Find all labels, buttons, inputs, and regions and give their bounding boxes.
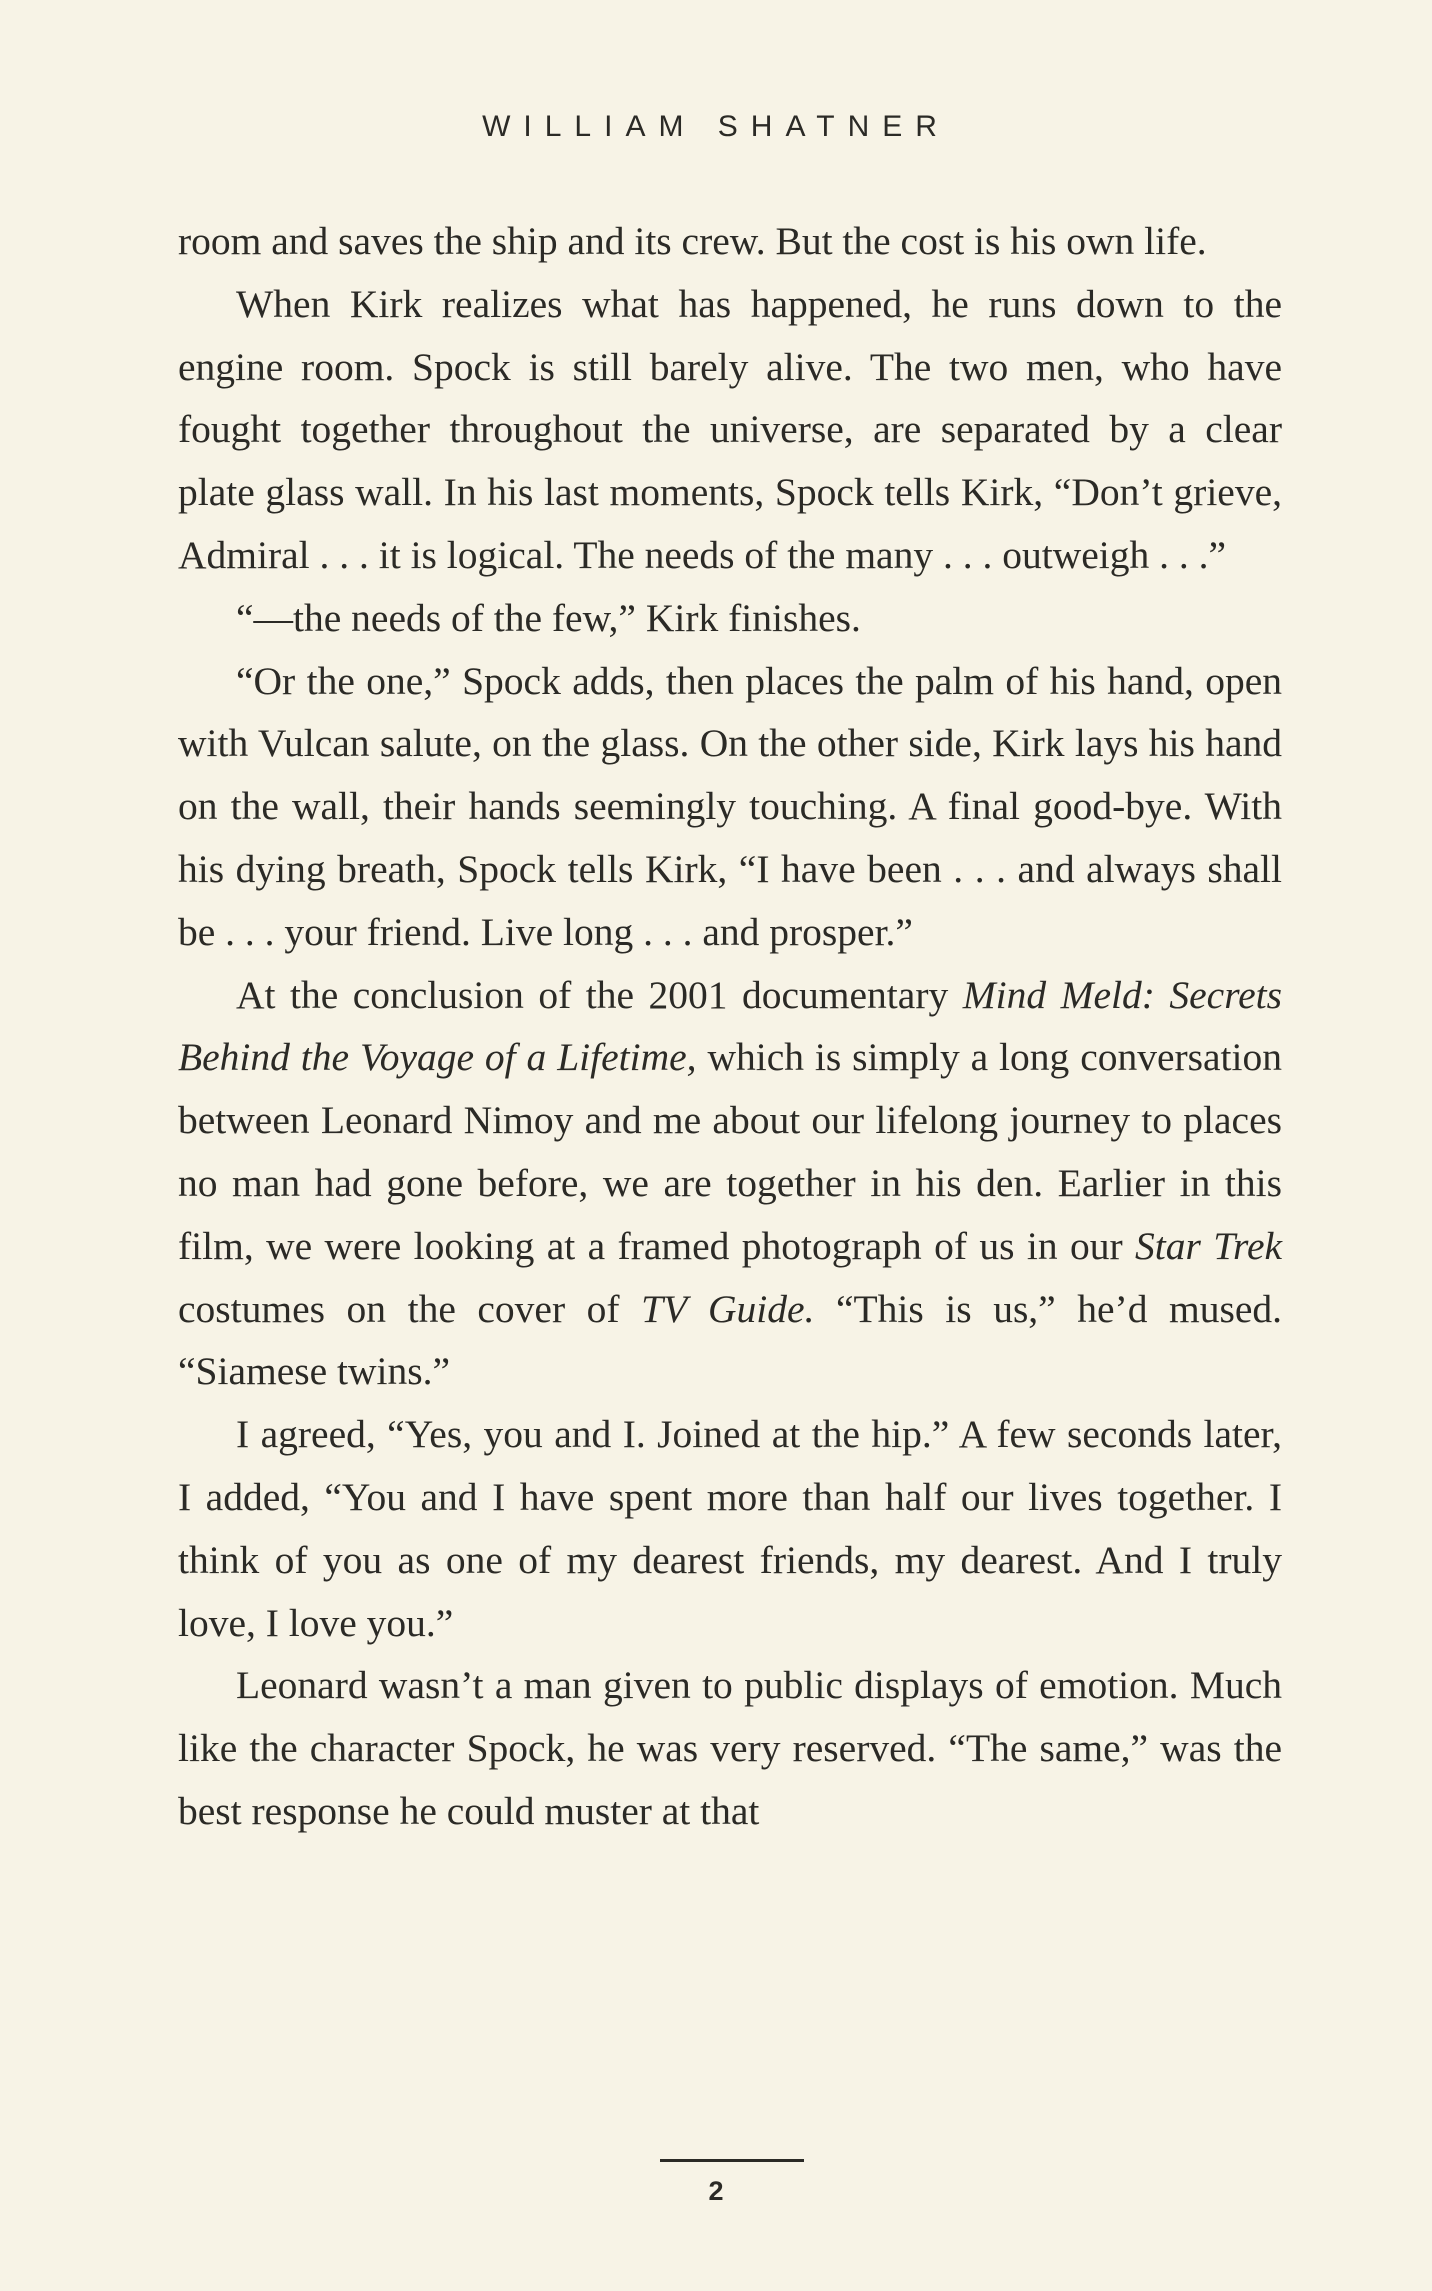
paragraph-text-segment: At the conclusion of the 2001 documentary <box>236 972 963 1017</box>
page-number: 2 <box>708 2176 724 2206</box>
paragraph-leonard-reserved: Leonard wasn’t a man given to public displays of emotion. Much like the character Spock, he was very reserved. “The same,” was the best response he could muster at that <box>178 1663 1282 1833</box>
paragraph-mind-meld <box>178 964 1282 1404</box>
documentary-title: Mind Meld: Secrets Behind the Voyage of a Lifetime, <box>178 972 1282 1080</box>
paragraph-i-agreed: I agreed, “Yes, you and I. Joined at the hip.” A few seconds later, I added, “You and I have spent more than half our lives together. I think of you as one of my dearest friends, my dearest. And I truly love, I love you.” <box>178 1412 1282 1645</box>
paragraph-continuation: room and saves the ship and its crew. But the cost is his own life. <box>178 219 1207 263</box>
paragraph-needs-of-few: “—the needs of the few,” Kirk finishes. <box>236 595 861 640</box>
running-head: WILLIAM SHATNER <box>482 110 950 143</box>
paragraph-or-the-one: “Or the one,” Spock adds, then places the palm of his hand, open with Vulcan salute, on the glass. On the other side, Kirk lays his hand on the wall, their hands seemingly touching. A final good-bye. With his dying breath, Spock tells Kirk, “I have been . . . and always shall be . . . your friend. Live long . . . and prosper.” <box>178 658 1282 954</box>
star-trek-title: Star Trek <box>1135 1223 1283 1268</box>
tv-guide-title: TV Guide. <box>641 1286 815 1331</box>
paragraph-text-segment: “This is us,” he’d mused. “Siamese twins.” <box>178 1286 1282 1394</box>
body-text <box>178 210 1282 1843</box>
folio-rule <box>660 2159 804 2162</box>
paragraph-kirk-engine-room: When Kirk realizes what has happened, he runs down to the engine room. Spock is still barely alive. The two men, who have fought together throughout the universe, are separated by a clear plate glass wall. In his last moments, Spock tells Kirk, “Don’t grieve, Admiral . . . it is logical. The needs of the many . . . outweigh . . .” <box>178 281 1282 577</box>
paragraph-text-segment: which is simply a long conversation between Leonard Nimoy and me about our lifelong journey to places no man had gone before, we are together in his den. Earlier in this film, we were looking at a framed photograph of us in our <box>178 1035 1283 1268</box>
paragraph-text-segment: costumes on the cover of <box>178 1286 642 1331</box>
